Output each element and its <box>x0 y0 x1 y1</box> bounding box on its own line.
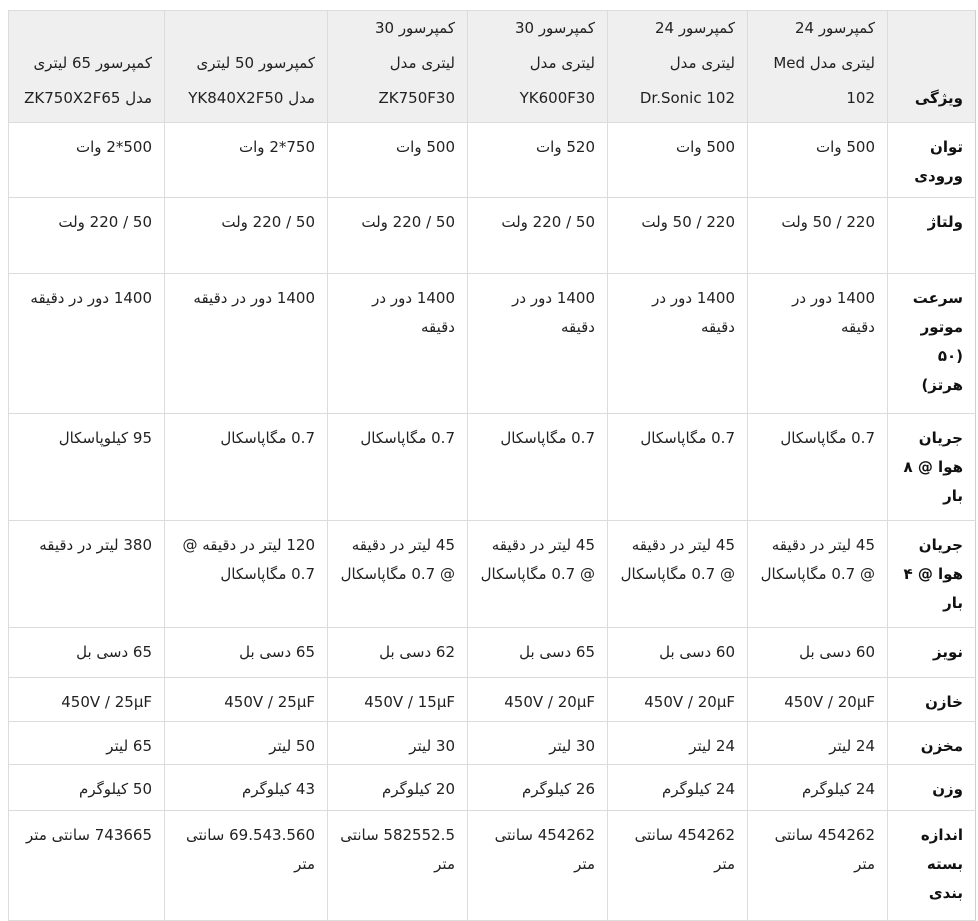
table-cell: 24 کیلوگرم <box>748 765 888 811</box>
table-row <box>8 811 976 921</box>
table-cell: 65 دسی بل <box>165 628 328 678</box>
table-cell: 220 / 50 ولت <box>608 198 748 274</box>
row-feature-label: مخزن <box>888 722 976 765</box>
table-cell: 1400 دور در دقیقه <box>748 274 888 414</box>
table-cell: 69.543.560 سانتی متر <box>165 811 328 921</box>
table-cell: 30 لیتر <box>468 722 608 765</box>
row-feature-label: نویز <box>888 628 976 678</box>
table-cell: 24 لیتر <box>748 722 888 765</box>
table-row <box>8 198 976 274</box>
table-row <box>8 274 976 414</box>
table-cell: 0.7 مگاپاسکال <box>468 414 608 521</box>
table-cell: 24 لیتر <box>608 722 748 765</box>
table-cell: 454262 سانتی متر <box>748 811 888 921</box>
table-cell: 450V / 15μF <box>328 678 468 722</box>
table-row <box>8 678 976 722</box>
table-cell: 0.7 مگاپاسکال <box>328 414 468 521</box>
table-cell: 50 / 220 ولت <box>328 198 468 274</box>
table-cell: 50 / 220 ولت <box>8 198 165 274</box>
table-cell: 50 / 220 ولت <box>468 198 608 274</box>
table-cell: 0.7 مگاپاسکال <box>608 414 748 521</box>
header-model: کمپرسور 30 لیتری مدل ZK750F30 <box>328 10 468 123</box>
table-cell: 65 دسی بل <box>8 628 165 678</box>
row-feature-label: جریان هوا @ ۴ بار <box>888 521 976 628</box>
table-row <box>8 414 976 521</box>
table-cell: 45 لیتر در دقیقه @ 0.7 مگاپاسکال <box>468 521 608 628</box>
header-model: کمپرسور 50 لیتری مدل YK840X2F50 <box>165 10 328 123</box>
table-cell: 450V / 25μF <box>8 678 165 722</box>
table-cell: 43 کیلوگرم <box>165 765 328 811</box>
table-cell: 60 دسی بل <box>748 628 888 678</box>
table-cell: 220 / 50 ولت <box>748 198 888 274</box>
table-cell: 450V / 20μF <box>608 678 748 722</box>
row-feature-label: ولتاژ <box>888 198 976 274</box>
table-row <box>8 765 976 811</box>
table-cell: 500 وات <box>748 123 888 198</box>
table-cell: 1400 دور در دقیقه <box>8 274 165 414</box>
header-row <box>8 10 976 123</box>
row-feature-label: توان ورودی <box>888 123 976 198</box>
header-feature: ویژگی <box>888 10 976 123</box>
table-row <box>8 521 976 628</box>
table-cell: 24 کیلوگرم <box>608 765 748 811</box>
table-cell: 50 لیتر <box>165 722 328 765</box>
table-cell: 500 وات <box>328 123 468 198</box>
table-cell: 1400 دور در دقیقه <box>608 274 748 414</box>
table-cell: 45 لیتر در دقیقه @ 0.7 مگاپاسکال <box>748 521 888 628</box>
table-cell: 62 دسی بل <box>328 628 468 678</box>
table-cell: 0.7 مگاپاسکال <box>165 414 328 521</box>
table-cell: 1400 دور در دقیقه <box>165 274 328 414</box>
table-cell: 65 دسی بل <box>468 628 608 678</box>
table-cell: 45 لیتر در دقیقه @ 0.7 مگاپاسکال <box>328 521 468 628</box>
table-cell: 26 کیلوگرم <box>468 765 608 811</box>
header-model: کمپرسور 65 لیتری مدل ZK750X2F65 <box>8 10 165 123</box>
table-cell: 500*2 وات <box>8 123 165 198</box>
table-cell: 30 لیتر <box>328 722 468 765</box>
table-cell: 120 لیتر در دقیقه @ 0.7 مگاپاسکال <box>165 521 328 628</box>
row-feature-label: جریان هوا @ ۸ بار <box>888 414 976 521</box>
table-cell: 454262 سانتی متر <box>468 811 608 921</box>
table-row <box>8 123 976 198</box>
table-cell: 45 لیتر در دقیقه @ 0.7 مگاپاسکال <box>608 521 748 628</box>
table-cell: 50 کیلوگرم <box>8 765 165 811</box>
table-cell: 20 کیلوگرم <box>328 765 468 811</box>
table-cell: 1400 دور در دقیقه <box>468 274 608 414</box>
table-cell: 500 وات <box>608 123 748 198</box>
header-model: کمپرسور 30 لیتری مدل YK600F30 <box>468 10 608 123</box>
table-row <box>8 628 976 678</box>
table-cell: 50 / 220 ولت <box>165 198 328 274</box>
table-row <box>8 722 976 765</box>
row-feature-label: سرعت موتور (۵۰ هرتز) <box>888 274 976 414</box>
table-cell: 95 کیلوپاسکال <box>8 414 165 521</box>
row-feature-label: اندازه بسته بندی <box>888 811 976 921</box>
header-model: کمپرسور 24 لیتری مدل Dr.Sonic 102 <box>608 10 748 123</box>
table-cell: 582552.5 سانتی متر <box>328 811 468 921</box>
header-model: کمپرسور 24 لیتری مدل Med 102 <box>748 10 888 123</box>
table-cell: 0.7 مگاپاسکال <box>748 414 888 521</box>
table-cell: 60 دسی بل <box>608 628 748 678</box>
table-cell: 450V / 20μF <box>748 678 888 722</box>
table-cell: 380 لیتر در دقیقه <box>8 521 165 628</box>
table-cell: 1400 دور در دقیقه <box>328 274 468 414</box>
row-feature-label: خازن <box>888 678 976 722</box>
table-cell: 450V / 25μF <box>165 678 328 722</box>
table-cell: 450V / 20μF <box>468 678 608 722</box>
table-cell: 520 وات <box>468 123 608 198</box>
comparison-table <box>8 10 976 921</box>
row-feature-label: وزن <box>888 765 976 811</box>
table-cell: 750*2 وات <box>165 123 328 198</box>
table-cell: 65 لیتر <box>8 722 165 765</box>
table-cell: 454262 سانتی متر <box>608 811 748 921</box>
table-cell: 743665 سانتی متر <box>8 811 165 921</box>
